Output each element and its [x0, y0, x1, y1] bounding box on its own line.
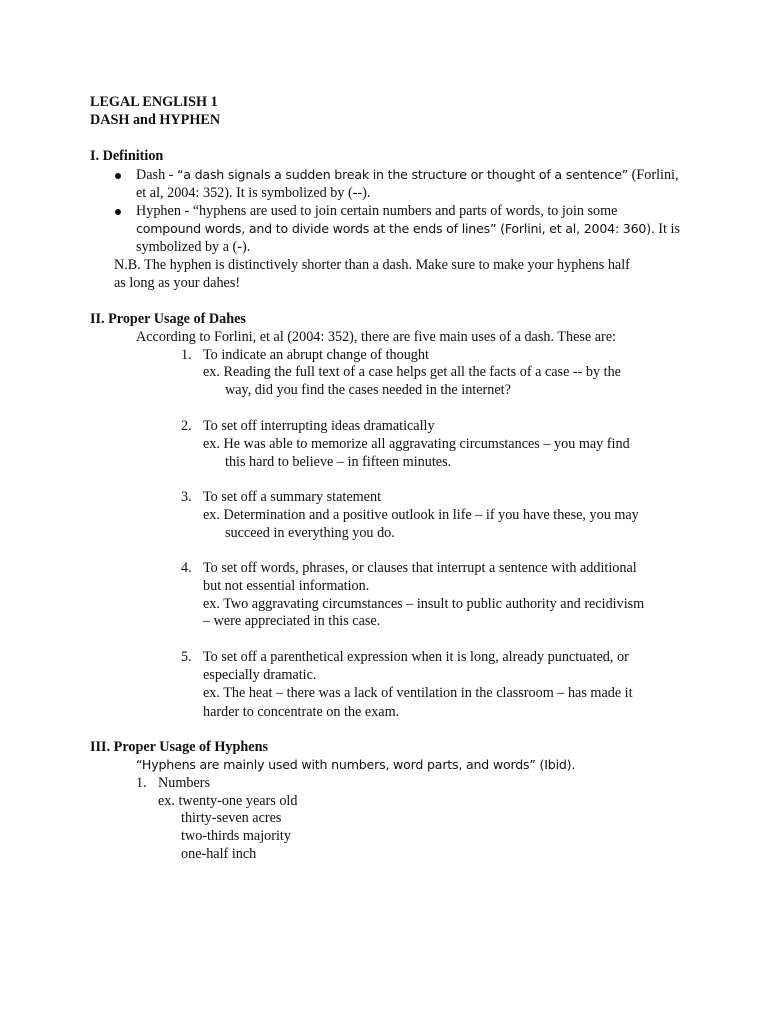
dash-example-3-line1: ex. Determination and a positive outlook in life – if you have these, you may [203, 507, 639, 523]
bullet-dash [115, 173, 121, 179]
hyphen-definition-line2: compound words, and to divide words at the ends of lines” (Forlini, et al, 2004: 360). It is [136, 221, 680, 237]
dash-example-2-line2: this hard to believe – in fifteen minutes. [225, 454, 452, 470]
list-number: 5. [181, 649, 192, 665]
dash-example-1-line1: ex. Reading the full text of a case helps get all the facts of a case -- by the [203, 364, 621, 380]
hyphen-example-3: two-thirds majority [181, 828, 291, 844]
dash-use-5-line1: To set off a parenthetical expression when it is long, already punctuated, or [203, 649, 629, 665]
list-number: 1. [181, 347, 192, 363]
section-3-intro: “Hyphens are mainly used with numbers, word parts, and words” (Ibid). [136, 757, 576, 772]
dash-citation: (Forlini, [628, 167, 679, 183]
list-number: 1. [136, 775, 147, 791]
dash-use-4-line1: To set off words, phrases, or clauses that interrupt a sentence with additional [203, 560, 637, 576]
hyphen-example-1: ex. twenty-one years old [158, 793, 298, 809]
hyphen-definition-line1: Hyphen - “hyphens are used to join certain numbers and parts of words, to join some [136, 203, 618, 219]
section-2-intro: According to Forlini, et al (2004: 352), there are five main uses of a dash. These are: [136, 329, 616, 345]
list-number: 3. [181, 489, 192, 505]
dash-use-4-line2: but not essential information. [203, 578, 370, 594]
section-1-heading: I. Definition [90, 148, 164, 164]
dash-example-4-line2: – were appreciated in this case. [203, 613, 381, 629]
list-number: 2. [181, 418, 192, 434]
hyphen-example-2: thirty-seven acres [181, 810, 282, 826]
list-number: 4. [181, 560, 192, 576]
dash-use-1: To indicate an abrupt change of thought [203, 347, 429, 363]
hyphen-use-1: Numbers [158, 775, 211, 791]
dash-example-2-line1: ex. He was able to memorize all aggravating circumstances – you may find [203, 436, 630, 452]
nb-note-line2: as long as your dahes! [114, 275, 241, 291]
hyphen-quote: compound words, and to divide words at the ends of lines” (Forlini, et al, 2004: 360). [136, 221, 655, 236]
dash-label: Dash - [136, 167, 177, 183]
dash-example-5-line2: harder to concentrate on the exam. [203, 704, 400, 720]
nb-note-line1: N.B. The hyphen is distinctively shorter than a dash. Make sure to make your hyphens half [114, 257, 630, 273]
dash-definition-line2: et al, 2004: 352). It is symbolized by (--). [136, 185, 371, 201]
section-3-heading: III. Proper Usage of Hyphens [90, 739, 269, 755]
dash-use-5-line2: especially dramatic. [203, 667, 317, 683]
doc-title: LEGAL ENGLISH 1 [90, 94, 218, 110]
dash-example-3-line2: succeed in everything you do. [225, 525, 395, 541]
dash-example-4-line1: ex. Two aggravating circumstances – insult to public authority and recidivism [203, 596, 645, 612]
section-2-heading: II. Proper Usage of Dahes [90, 311, 246, 327]
hyphen-definition-line3: symbolized by a (-). [136, 239, 251, 255]
dash-definition-line1 [136, 166, 679, 184]
doc-subtitle: DASH and HYPHEN [90, 112, 221, 128]
dash-example-5-line1: ex. The heat – there was a lack of ventilation in the classroom – has made it [203, 685, 633, 701]
dash-example-1-line2: way, did you find the cases needed in the internet? [225, 382, 511, 398]
bullet-hyphen [115, 209, 121, 215]
hyphen-example-4: one-half inch [181, 846, 257, 862]
dash-use-3: To set off a summary statement [203, 489, 382, 505]
dash-quote: “a dash signals a sudden break in the structure or thought of a sentence” [176, 167, 629, 182]
dash-use-2: To set off interrupting ideas dramatically [203, 418, 435, 434]
